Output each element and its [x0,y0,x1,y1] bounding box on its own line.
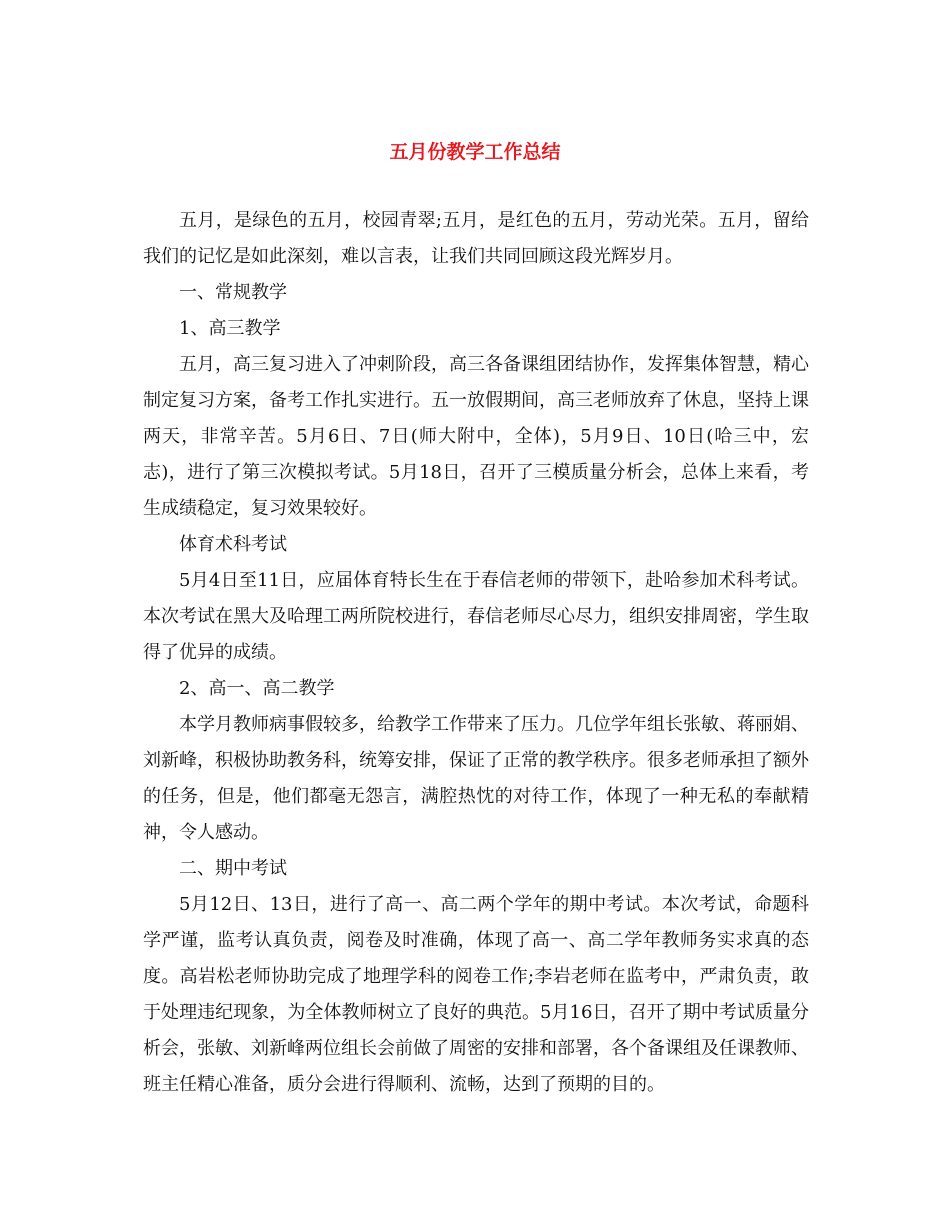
paragraph-pe-exam: 5月4日至11日，应届体育特长生在于春信老师的带领下，赴哈参加术科考试。本次考试在黑大及哈理工两所院校进行，春信老师尽心尽力，组织安排周密，学生取得了优异的成绩。 [143,570,809,663]
section-heading-midterm: 二、期中考试 [179,858,287,879]
paragraph-senior-one-two: 本学月教师病事假较多，给教学工作带来了压力。几位学年组长张敏、蒋丽娟、刘新峰，积极协助教务科，统筹安排，保证了正常的教学秩序。很多老师承担了额外的任务，但是，他们都毫无怨言，满腔热忱的对待工作，体现了一种无私的奉献精神，令人感动。 [143,714,809,843]
document-title: 五月份教学工作总结 [389,141,561,163]
section-heading-routine-teaching: 一、常规教学 [179,282,287,303]
paragraph-senior-three: 五月，高三复习进入了冲刺阶段，高三各备课组团结协作，发挥集体智慧，精心制定复习方案，备考工作扎实进行。五一放假期间，高三老师放弃了休息，坚持上课两天，非常辛苦。5月6日、7日(师大附中，全体)，5月9日、10日(哈三中，宏志)，进行了第三次模拟考试。5月18日，召开了三模质量分析会，总体上来看，考生成绩稳定，复习效果较好。 [143,354,809,519]
paragraph-midterm: 5月12日、13日，进行了高一、高二两个学年的期中考试。本次考试，命题科学严谨，监考认真负责，阅卷及时准确，体现了高一、高二学年教师务实求真的态度。高岩松老师协助完成了地理学科的阅卷工作;李岩老师在监考中，严肃负责，敢于处理违纪现象，为全体教师树立了良好的典范。5月16日，召开了期中考试质量分析会，张敏、刘新峰两位组长会前做了周密的安排和部署，各个备课组及任课教师、班主任精心准备，质分会进行得顺利、流畅，达到了预期的目的。 [143,894,809,1095]
subheading-senior-three: 1、高三教学 [179,318,281,339]
paragraph-intro: 五月，是绿色的五月，校园青翠;五月，是红色的五月，劳动光荣。五月，留给我们的记忆是如此深刻，难以言表，让我们共同回顾这段光辉岁月。 [143,210,809,267]
subheading-pe-exam: 体育术科考试 [179,534,287,555]
document-body [143,203,809,1103]
subheading-senior-one-two: 2、高一、高二教学 [179,678,335,699]
